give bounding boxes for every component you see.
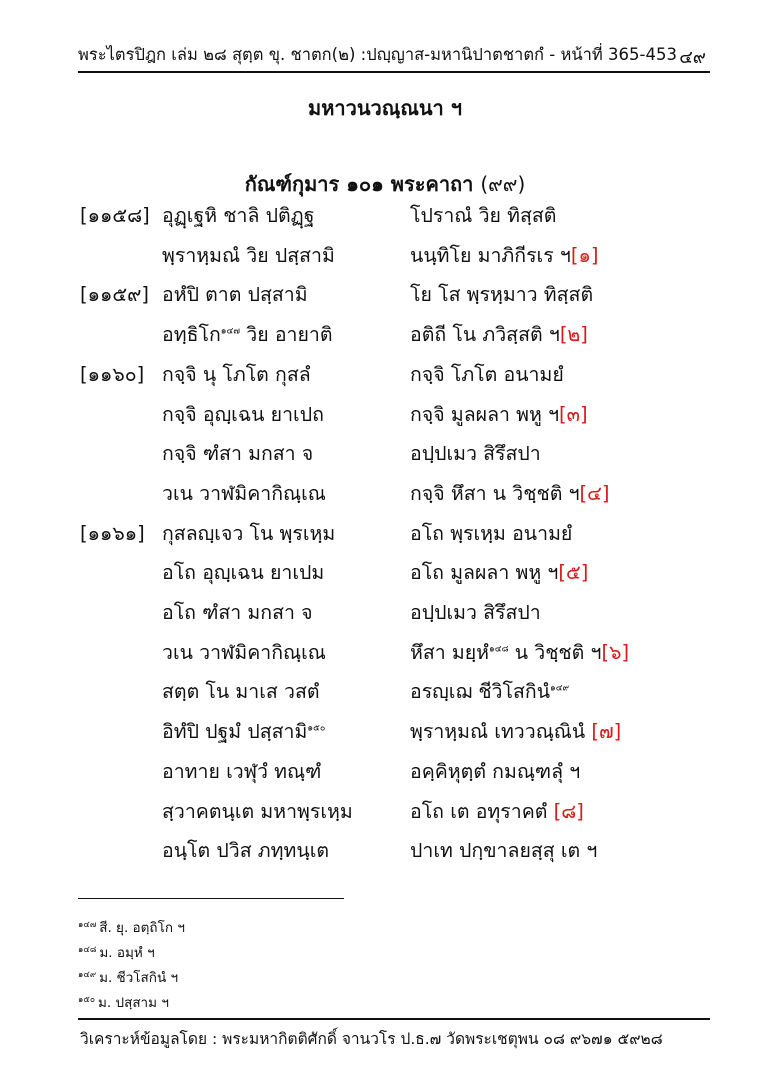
footer-rule — [78, 1018, 710, 1020]
chapter-title-text: กัณฑ์กุมาร ๑๐๑ พระคาถา — [244, 172, 474, 196]
verse-right-text: อโถ พฺรเหฺม อนามยํ — [410, 521, 573, 545]
verse-left-text: อิทํปิ ปฐมํ ปสฺสามิ — [162, 720, 308, 744]
verse-left-text: สฺวาคตนฺเต มหาพฺรเหฺม — [162, 799, 353, 823]
verse-left-half — [162, 399, 324, 430]
verse-reference-number: [๑] — [570, 243, 599, 267]
verse-left-text-cont: วิย อายาติ — [240, 323, 333, 347]
verse-right-half — [410, 597, 541, 628]
verse-right-half — [410, 637, 629, 668]
verse-right-half — [410, 518, 572, 549]
verse-line — [0, 637, 770, 677]
footnote-marker: ๑๔๙ — [550, 683, 570, 694]
verse-right-text: ปาเท ปกฺขาลยสฺสุ เต ฯ — [410, 839, 598, 863]
verse-reference-number: [๒] — [559, 323, 588, 347]
verse-line — [0, 319, 770, 359]
verse-left-text: อหํปิ ตาต ปสฺสามิ — [162, 283, 308, 307]
verse-left-half — [162, 637, 326, 668]
verse-left-half — [162, 438, 313, 469]
footnote-item — [78, 916, 185, 938]
verse-right-half — [410, 557, 588, 588]
verse-left-half — [162, 716, 325, 747]
verse-left-text: อโถ อุญฺเฉน ยาเปม — [162, 561, 325, 585]
verse-right-half — [410, 279, 593, 310]
verse-left-half — [162, 478, 326, 509]
verse-right-half — [410, 756, 580, 787]
verse-line — [0, 716, 770, 756]
verse-line — [0, 557, 770, 597]
verse-right-half — [410, 716, 621, 747]
verse-line — [0, 796, 770, 836]
verse-left-text: อาทาย เวฬุวํ ทณฺฑํ — [162, 759, 322, 783]
verse-right-half — [410, 200, 556, 231]
verse-left-text: พฺราหฺมณํ วิย ปสฺสามิ — [162, 243, 335, 267]
verse-left-half — [162, 200, 315, 231]
footnote-number: ๑๔๗ — [78, 919, 97, 930]
verse-reference-number: [๘] — [553, 799, 584, 823]
verse-number: [๑๑๕๙] — [80, 283, 150, 307]
verse-right-half — [410, 478, 610, 509]
verse-left-half — [162, 676, 320, 707]
verse-number: [๑๑๕๘] — [80, 204, 150, 227]
verse-right-text: อติถี โน ภวิสฺสติ ฯ — [410, 323, 560, 347]
verse-left-half — [162, 359, 311, 390]
verse-reference-number: [๓] — [559, 402, 588, 426]
verse-left-half — [162, 518, 335, 549]
verse-left-text: สตฺต โน มาเส วสตํ — [162, 680, 320, 704]
verse-right-half — [410, 319, 588, 350]
verse-line — [0, 756, 770, 796]
verse-left-half — [162, 279, 308, 310]
verse-line — [0, 359, 770, 399]
verse-right-half — [410, 438, 541, 469]
verse-line — [0, 597, 770, 637]
verse-left-half — [162, 240, 335, 271]
footnote-item — [78, 966, 178, 988]
verse-right-text: นนฺทิโย มาภิกีรเร ฯ — [410, 243, 571, 267]
verse-right-half — [410, 359, 564, 390]
verse-right-text: อโถ เต อทุราคตํ — [410, 799, 554, 823]
verse-right-text: โปราณํ วิย ทิสฺสติ — [410, 204, 557, 227]
page-number: ๔๙ — [679, 47, 706, 68]
section-title: มหาวนวณฺณนา ฯ — [308, 96, 462, 120]
footnote-marker: ๑๔๗ — [220, 326, 241, 337]
verse-left-text: กจฺจิ อุญฺเฉน ยาเปถ — [162, 402, 324, 426]
running-title: พระไตรปิฎก เล่ม ๒๘ สุตฺต ขุ. ชาตก(๒) :ปญฺญาส-มหานิปาตชาตกํ - หน้าที่ 365-453 — [78, 45, 677, 64]
verse-line — [0, 676, 770, 716]
verse-line — [0, 478, 770, 518]
verse-right-text: กจฺจิ โภโต อนามยํ — [410, 362, 564, 386]
verse-left-text: วเน วาฬมิคากิณฺเณ — [162, 640, 326, 664]
verse-left-text: กจฺจิ ฑํสา มกสา จ — [162, 442, 314, 466]
header-rule — [78, 71, 710, 73]
verse-left-text: อนฺโต ปวิส ภทฺทนฺเต — [162, 839, 330, 863]
verse-left-half — [162, 319, 333, 350]
verse-right-text: หึสา มยฺหํ — [410, 640, 490, 664]
verse-line — [0, 399, 770, 439]
verse-left-text: อทฺธิโก — [162, 323, 221, 347]
footnote-number: ๑๕๐ — [78, 994, 96, 1005]
verse-left-text: อโถ ฑํสา มกสา จ — [162, 601, 313, 624]
verse-line — [0, 518, 770, 558]
verse-right-text: อคฺคิหุตฺตํ กมณฺฑลุํ ฯ — [410, 759, 581, 783]
verse-left-half — [162, 756, 321, 787]
footnote-text: ม. ปสฺสาม ฯ — [98, 995, 169, 1011]
verse-right-half — [410, 796, 584, 827]
footnote-marker: ๑๔๘ — [489, 644, 509, 655]
verse-line — [0, 240, 770, 280]
verse-left-half — [162, 835, 329, 866]
footer-credit: วิเคราะห์ข้อมูลโดย : พระมหากิตติศักดิ์ จานวโร ป.ธ.๗ วัดพระเชตุพน ๐๘ ๙๖๗๑ ๕๙๒๘ — [80, 1030, 663, 1048]
verse-left-half — [162, 597, 313, 628]
verse-reference-number: [๕] — [558, 561, 589, 585]
footnote-marker: ๑๕๐ — [307, 723, 326, 734]
verse-line — [0, 279, 770, 319]
footnote-number: ๑๔๘ — [78, 944, 97, 955]
verse-right-text: อปฺปเมว สิรึสปา — [410, 601, 541, 624]
footnote-text: ม. อมฺหํ ฯ — [99, 945, 155, 961]
verse-left-text: กุสลญฺเจว โน พฺรเหฺม — [162, 521, 336, 545]
verse-number: [๑๑๖๑] — [80, 521, 145, 545]
verse-right-half — [410, 399, 588, 430]
verse-line — [0, 200, 770, 240]
verse-right-text: กจฺจิ มูลผลา พหู ฯ — [410, 402, 560, 426]
verse-line — [0, 438, 770, 478]
verse-reference-number: [๗] — [591, 720, 622, 744]
verse-right-text: โย โส พฺรหฺมาว ทิสฺสติ — [410, 283, 594, 307]
footnote-item — [78, 941, 155, 963]
verse-left-half — [162, 557, 324, 588]
chapter-title — [0, 168, 770, 200]
footnote-text: ม. ชีวโสกินํ ฯ — [99, 970, 179, 986]
verse-right-text: อโถ มูลผลา พหู ฯ — [410, 561, 559, 585]
verse-right-half — [410, 240, 598, 271]
page-header — [78, 40, 708, 70]
verse-right-half — [410, 676, 569, 707]
verse-left-text: กจฺจิ นุ โภโต กุสลํ — [162, 362, 311, 386]
verse-right-text: กจฺจิ หึสา น วิชฺชติ ฯ — [410, 481, 580, 505]
footnote-number: ๑๔๙ — [78, 969, 97, 980]
verse-left-half — [162, 796, 353, 827]
verse-right-text: อรญฺเฌ ชีวิโสกินํ — [410, 680, 551, 704]
verse-right-text-cont: น วิชฺชติ ฯ — [508, 640, 602, 664]
verse-reference-number: [๔] — [579, 481, 610, 505]
verse-line — [0, 835, 770, 875]
verse-right-text: พฺราหฺมณํ เทววณฺณินํ — [410, 720, 592, 744]
verse-right-half — [410, 835, 597, 866]
verse-reference-number: [๖] — [601, 640, 630, 664]
verse-number: [๑๑๖๐] — [80, 362, 145, 386]
verse-right-text: อปฺปเมว สิรึสปา — [410, 442, 541, 466]
footnote-rule — [78, 898, 344, 899]
verse-left-text: อุฏฺเฐหิ ชาลิ ปติฏฺฐ — [162, 204, 315, 227]
footnote-text: สี. ยุ. อตฺถิโก ฯ — [99, 920, 185, 936]
chapter-verse-count: (๙๙) — [480, 172, 526, 196]
footnote-item — [78, 991, 169, 1013]
verse-left-text: วเน วาฬมิคากิณฺเณ — [162, 481, 326, 505]
